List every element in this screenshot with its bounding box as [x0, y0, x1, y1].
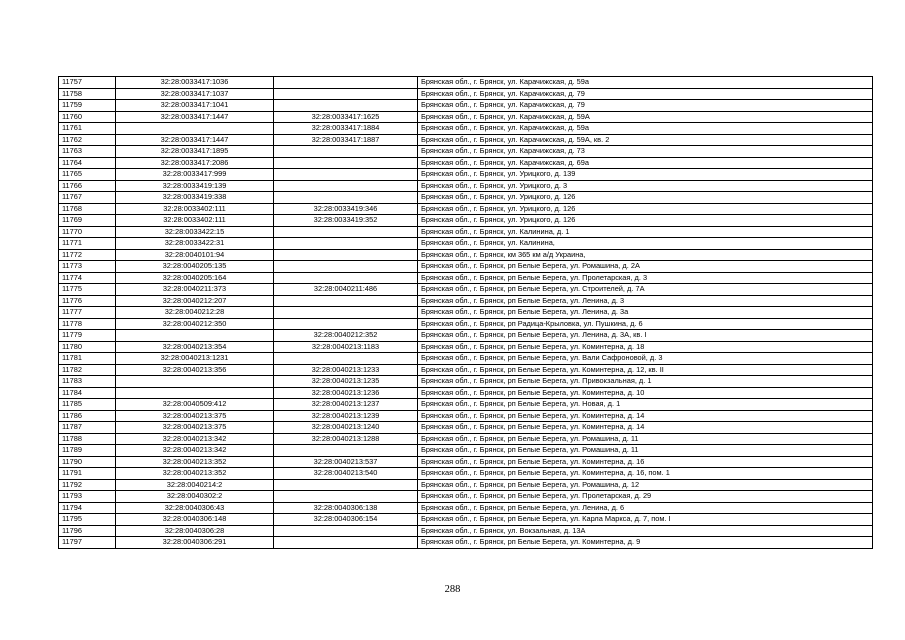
address-cell: Брянская обл., г. Брянск, ул. Калинина, д. 1 — [418, 226, 873, 238]
table-row — [59, 456, 873, 468]
table-row — [59, 445, 873, 457]
address-cell: Брянская обл., г. Брянск, рп Белые Берега, ул. Коминтерна, д. 14 — [418, 410, 873, 422]
table-row — [59, 422, 873, 434]
related-cadastral-number-cell — [274, 157, 418, 169]
related-cadastral-number-cell: 32:28:0040212:352 — [274, 330, 418, 342]
cadastral-number-cell: 32:28:0033417:2086 — [116, 157, 274, 169]
address-cell: Брянская обл., г. Брянск, ул. Калинина, — [418, 238, 873, 250]
related-cadastral-number-cell: 32:28:0040213:1288 — [274, 433, 418, 445]
address-cell: Брянская обл., г. Брянск, рп Белые Берега, ул. Коминтерна, д. 9 — [418, 537, 873, 549]
row-number-cell: 11763 — [59, 146, 116, 158]
cadastral-number-cell: 32:28:0033417:1447 — [116, 111, 274, 123]
row-number-cell: 11766 — [59, 180, 116, 192]
cadastral-number-cell: 32:28:0040213:1231 — [116, 353, 274, 365]
cadastral-number-cell: 32:28:0040213:342 — [116, 445, 274, 457]
address-cell: Брянская обл., г. Брянск, рп Белые Берега, ул. Ленина, д. 6 — [418, 502, 873, 514]
table-row — [59, 399, 873, 411]
cadastral-number-cell: 32:28:0040212:28 — [116, 307, 274, 319]
address-cell: Брянская обл., г. Брянск, рп Белые Берега, ул. Коминтерна, д. 12, кв. II — [418, 364, 873, 376]
cadastral-number-cell: 32:28:0040101:94 — [116, 249, 274, 261]
row-number-cell: 11772 — [59, 249, 116, 261]
address-cell: Брянская обл., г. Брянск, ул. Карачижская, д. 59а — [418, 123, 873, 135]
related-cadastral-number-cell — [274, 100, 418, 112]
cadastral-number-cell: 32:28:0040213:352 — [116, 468, 274, 480]
row-number-cell: 11797 — [59, 537, 116, 549]
row-number-cell: 11781 — [59, 353, 116, 365]
address-cell: Брянская обл., г. Брянск, ул. Карачижская, д. 79 — [418, 88, 873, 100]
address-cell: Брянская обл., г. Брянск, рп Белые Берега, ул. Карла Маркса, д. 7, пом. I — [418, 514, 873, 526]
address-cell: Брянская обл., г. Брянск, рп Белые Берега, ул. Коминтерна, д. 14 — [418, 422, 873, 434]
address-cell: Брянская обл., г. Брянск, рп Белые Берега, ул. Ленина, д. 3а — [418, 307, 873, 319]
cadastral-number-cell: 32:28:0033417:1447 — [116, 134, 274, 146]
related-cadastral-number-cell — [274, 249, 418, 261]
address-cell: Брянская обл., г. Брянск, ул. Урицкого, д. 126 — [418, 215, 873, 227]
table-row — [59, 284, 873, 296]
row-number-cell: 11791 — [59, 468, 116, 480]
related-cadastral-number-cell: 32:28:0040213:1237 — [274, 399, 418, 411]
related-cadastral-number-cell — [274, 272, 418, 284]
related-cadastral-number-cell — [274, 307, 418, 319]
related-cadastral-number-cell: 32:28:0040213:1240 — [274, 422, 418, 434]
row-number-cell: 11782 — [59, 364, 116, 376]
address-cell: Брянская обл., г. Брянск, ул. Карачижская, д. 79 — [418, 100, 873, 112]
row-number-cell: 11765 — [59, 169, 116, 181]
cadastral-number-cell: 32:28:0033417:1895 — [116, 146, 274, 158]
related-cadastral-number-cell — [274, 180, 418, 192]
table-row — [59, 364, 873, 376]
address-cell: Брянская обл., г. Брянск, рп Белые Берега, ул. Коминтерна, д. 16, пом. 1 — [418, 468, 873, 480]
row-number-cell: 11794 — [59, 502, 116, 514]
row-number-cell: 11759 — [59, 100, 116, 112]
row-number-cell: 11770 — [59, 226, 116, 238]
address-cell: Брянская обл., г. Брянск, ул. Вокзальная, д. 13А — [418, 525, 873, 537]
row-number-cell: 11785 — [59, 399, 116, 411]
cadastral-number-cell: 32:28:0040211:373 — [116, 284, 274, 296]
related-cadastral-number-cell — [274, 238, 418, 250]
cadastral-number-cell: 32:28:0040213:354 — [116, 341, 274, 353]
row-number-cell: 11758 — [59, 88, 116, 100]
page-number: 288 — [444, 584, 461, 595]
row-number-cell: 11787 — [59, 422, 116, 434]
row-number-cell: 11757 — [59, 77, 116, 89]
table-row — [59, 341, 873, 353]
table-row — [59, 433, 873, 445]
related-cadastral-number-cell — [274, 479, 418, 491]
related-cadastral-number-cell: 32:28:0040211:486 — [274, 284, 418, 296]
table-row — [59, 215, 873, 227]
related-cadastral-number-cell: 32:28:0040213:1239 — [274, 410, 418, 422]
row-number-cell: 11775 — [59, 284, 116, 296]
table-row — [59, 157, 873, 169]
address-cell: Брянская обл., г. Брянск, рп Белые Берега, ул. Ленина, д. 3 — [418, 295, 873, 307]
row-number-cell: 11780 — [59, 341, 116, 353]
related-cadastral-number-cell — [274, 295, 418, 307]
related-cadastral-number-cell: 32:28:0040213:540 — [274, 468, 418, 480]
cadastral-number-cell: 32:28:0040302:2 — [116, 491, 274, 503]
cadastral-number-cell: 32:28:0040205:135 — [116, 261, 274, 273]
row-number-cell: 11779 — [59, 330, 116, 342]
cadastral-number-cell: 32:28:0033417:999 — [116, 169, 274, 181]
related-cadastral-number-cell: 32:28:0033417:1884 — [274, 123, 418, 135]
table-row — [59, 318, 873, 330]
table-row — [59, 410, 873, 422]
cadastral-number-cell: 32:28:0033417:1036 — [116, 77, 274, 89]
cadastral-number-cell: 32:28:0040205:164 — [116, 272, 274, 284]
address-cell: Брянская обл., г. Брянск, рп Белые Берега, ул. Пролетарская, д. 3 — [418, 272, 873, 284]
related-cadastral-number-cell — [274, 537, 418, 549]
table-row — [59, 88, 873, 100]
address-cell: Брянская обл., г. Брянск, ул. Урицкого, д. 3 — [418, 180, 873, 192]
cadastral-number-cell: 32:28:0040306:291 — [116, 537, 274, 549]
related-cadastral-number-cell: 32:28:0033417:1625 — [274, 111, 418, 123]
related-cadastral-number-cell — [274, 261, 418, 273]
table-row — [59, 146, 873, 158]
address-cell: Брянская обл., г. Брянск, км 365 км а/д Украина, — [418, 249, 873, 261]
cadastral-number-cell: 32:28:0040509:412 — [116, 399, 274, 411]
address-cell: Брянская обл., г. Брянск, ул. Карачижская, д. 69а — [418, 157, 873, 169]
related-cadastral-number-cell — [274, 192, 418, 204]
address-cell: Брянская обл., г. Брянск, ул. Урицкого, д. 126 — [418, 203, 873, 215]
cadastral-number-cell: 32:28:0040306:28 — [116, 525, 274, 537]
address-cell: Брянская обл., г. Брянск, рп Белые Берега, ул. Ромашина, д. 11 — [418, 445, 873, 457]
row-number-cell: 11793 — [59, 491, 116, 503]
table-row — [59, 238, 873, 250]
table-row — [59, 134, 873, 146]
related-cadastral-number-cell — [274, 318, 418, 330]
row-number-cell: 11790 — [59, 456, 116, 468]
records-table — [58, 76, 873, 549]
cadastral-number-cell: 32:28:0040212:350 — [116, 318, 274, 330]
row-number-cell: 11783 — [59, 376, 116, 388]
row-number-cell: 11769 — [59, 215, 116, 227]
row-number-cell: 11771 — [59, 238, 116, 250]
related-cadastral-number-cell — [274, 169, 418, 181]
row-number-cell: 11777 — [59, 307, 116, 319]
address-cell: Брянская обл., г. Брянск, рп Белые Берега, ул. Коминтерна, д. 16 — [418, 456, 873, 468]
row-number-cell: 11762 — [59, 134, 116, 146]
row-number-cell: 11767 — [59, 192, 116, 204]
address-cell: Брянская обл., г. Брянск, рп Радица-Крыловка, ул. Пушкина, д. 6 — [418, 318, 873, 330]
related-cadastral-number-cell — [274, 226, 418, 238]
address-cell: Брянская обл., г. Брянск, рп Белые Берега, ул. Коминтерна, д. 18 — [418, 341, 873, 353]
related-cadastral-number-cell — [274, 88, 418, 100]
records-table-body — [59, 77, 873, 549]
address-cell: Брянская обл., г. Брянск, рп Белые Берега, ул. Ленина, д. 3А, кв. I — [418, 330, 873, 342]
table-row — [59, 525, 873, 537]
row-number-cell: 11795 — [59, 514, 116, 526]
related-cadastral-number-cell: 32:28:0040213:537 — [274, 456, 418, 468]
address-cell: Брянская обл., г. Брянск, ул. Карачижская, д. 73 — [418, 146, 873, 158]
cadastral-number-cell: 32:28:0040306:148 — [116, 514, 274, 526]
row-number-cell: 11788 — [59, 433, 116, 445]
cadastral-number-cell: 32:28:0040213:342 — [116, 433, 274, 445]
cadastral-number-cell: 32:28:0040213:375 — [116, 410, 274, 422]
table-row — [59, 180, 873, 192]
table-row — [59, 261, 873, 273]
row-number-cell: 11789 — [59, 445, 116, 457]
related-cadastral-number-cell: 32:28:0040213:1236 — [274, 387, 418, 399]
cadastral-number-cell: 32:28:0040214:2 — [116, 479, 274, 491]
table-row — [59, 123, 873, 135]
table-row — [59, 249, 873, 261]
related-cadastral-number-cell — [274, 525, 418, 537]
table-row — [59, 502, 873, 514]
cadastral-number-cell: 32:28:0040212:207 — [116, 295, 274, 307]
related-cadastral-number-cell: 32:28:0033419:346 — [274, 203, 418, 215]
related-cadastral-number-cell: 32:28:0033417:1887 — [274, 134, 418, 146]
cadastral-number-cell: 32:28:0040306:43 — [116, 502, 274, 514]
row-number-cell: 11774 — [59, 272, 116, 284]
related-cadastral-number-cell — [274, 491, 418, 503]
table-row — [59, 111, 873, 123]
related-cadastral-number-cell: 32:28:0040213:1233 — [274, 364, 418, 376]
table-row — [59, 307, 873, 319]
related-cadastral-number-cell: 32:28:0040306:154 — [274, 514, 418, 526]
address-cell: Брянская обл., г. Брянск, ул. Карачижская, д. 59а — [418, 77, 873, 89]
address-cell: Брянская обл., г. Брянск, ул. Урицкого, д. 126 — [418, 192, 873, 204]
row-number-cell: 11786 — [59, 410, 116, 422]
address-cell: Брянская обл., г. Брянск, ул. Урицкого, д. 139 — [418, 169, 873, 181]
table-row — [59, 192, 873, 204]
cadastral-number-cell: 32:28:0040213:352 — [116, 456, 274, 468]
related-cadastral-number-cell: 32:28:0040306:138 — [274, 502, 418, 514]
table-row — [59, 272, 873, 284]
table-row — [59, 295, 873, 307]
cadastral-number-cell: 32:28:0040213:375 — [116, 422, 274, 434]
cadastral-number-cell — [116, 387, 274, 399]
cadastral-number-cell — [116, 376, 274, 388]
related-cadastral-number-cell: 32:28:0040213:1183 — [274, 341, 418, 353]
row-number-cell: 11792 — [59, 479, 116, 491]
address-cell: Брянская обл., г. Брянск, рп Белые Берега, ул. Пролетарская, д. 29 — [418, 491, 873, 503]
cadastral-number-cell: 32:28:0040213:356 — [116, 364, 274, 376]
related-cadastral-number-cell: 32:28:0040213:1235 — [274, 376, 418, 388]
table-row — [59, 491, 873, 503]
address-cell: Брянская обл., г. Брянск, рп Белые Берега, ул. Коминтерна, д. 10 — [418, 387, 873, 399]
row-number-cell: 11764 — [59, 157, 116, 169]
cadastral-number-cell: 32:28:0033422:31 — [116, 238, 274, 250]
address-cell: Брянская обл., г. Брянск, рп Белые Берега, ул. Вали Сафроновой, д. 3 — [418, 353, 873, 365]
cadastral-number-cell — [116, 330, 274, 342]
related-cadastral-number-cell — [274, 445, 418, 457]
table-row — [59, 203, 873, 215]
table-row — [59, 77, 873, 89]
table-row — [59, 468, 873, 480]
table-row — [59, 169, 873, 181]
cadastral-number-cell: 32:28:0033422:15 — [116, 226, 274, 238]
address-cell: Брянская обл., г. Брянск, ул. Карачижская, д. 59А, кв. 2 — [418, 134, 873, 146]
cadastral-number-cell: 32:28:0033402:111 — [116, 215, 274, 227]
table-row — [59, 330, 873, 342]
row-number-cell: 11784 — [59, 387, 116, 399]
address-cell: Брянская обл., г. Брянск, рп Белые Берега, ул. Ромашина, д. 11 — [418, 433, 873, 445]
cadastral-number-cell: 32:28:0033402:111 — [116, 203, 274, 215]
row-number-cell: 11776 — [59, 295, 116, 307]
table-row — [59, 353, 873, 365]
row-number-cell: 11768 — [59, 203, 116, 215]
address-cell: Брянская обл., г. Брянск, рп Белые Берега, ул. Ромашина, д. 12 — [418, 479, 873, 491]
table-row — [59, 537, 873, 549]
row-number-cell: 11773 — [59, 261, 116, 273]
table-row — [59, 387, 873, 399]
row-number-cell: 11760 — [59, 111, 116, 123]
cadastral-number-cell: 32:28:0033419:338 — [116, 192, 274, 204]
related-cadastral-number-cell — [274, 353, 418, 365]
address-cell: Брянская обл., г. Брянск, рп Белые Берега, ул. Новая, д. 1 — [418, 399, 873, 411]
cadastral-number-cell: 32:28:0033417:1041 — [116, 100, 274, 112]
cadastral-number-cell: 32:28:0033417:1037 — [116, 88, 274, 100]
related-cadastral-number-cell — [274, 146, 418, 158]
table-row — [59, 226, 873, 238]
related-cadastral-number-cell: 32:28:0033419:352 — [274, 215, 418, 227]
row-number-cell: 11761 — [59, 123, 116, 135]
cadastral-number-cell — [116, 123, 274, 135]
related-cadastral-number-cell — [274, 77, 418, 89]
address-cell: Брянская обл., г. Брянск, ул. Карачижская, д. 59А — [418, 111, 873, 123]
table-row — [59, 479, 873, 491]
row-number-cell: 11796 — [59, 525, 116, 537]
row-number-cell: 11778 — [59, 318, 116, 330]
address-cell: Брянская обл., г. Брянск, рп Белые Берега, ул. Строителей, д. 7А — [418, 284, 873, 296]
table-row — [59, 376, 873, 388]
address-cell: Брянская обл., г. Брянск, рп Белые Берега, ул. Ромашина, д. 2А — [418, 261, 873, 273]
address-cell: Брянская обл., г. Брянск, рп Белые Берега, ул. Привокзальная, д. 1 — [418, 376, 873, 388]
table-row — [59, 100, 873, 112]
table-row — [59, 514, 873, 526]
cadastral-number-cell: 32:28:0033419:139 — [116, 180, 274, 192]
